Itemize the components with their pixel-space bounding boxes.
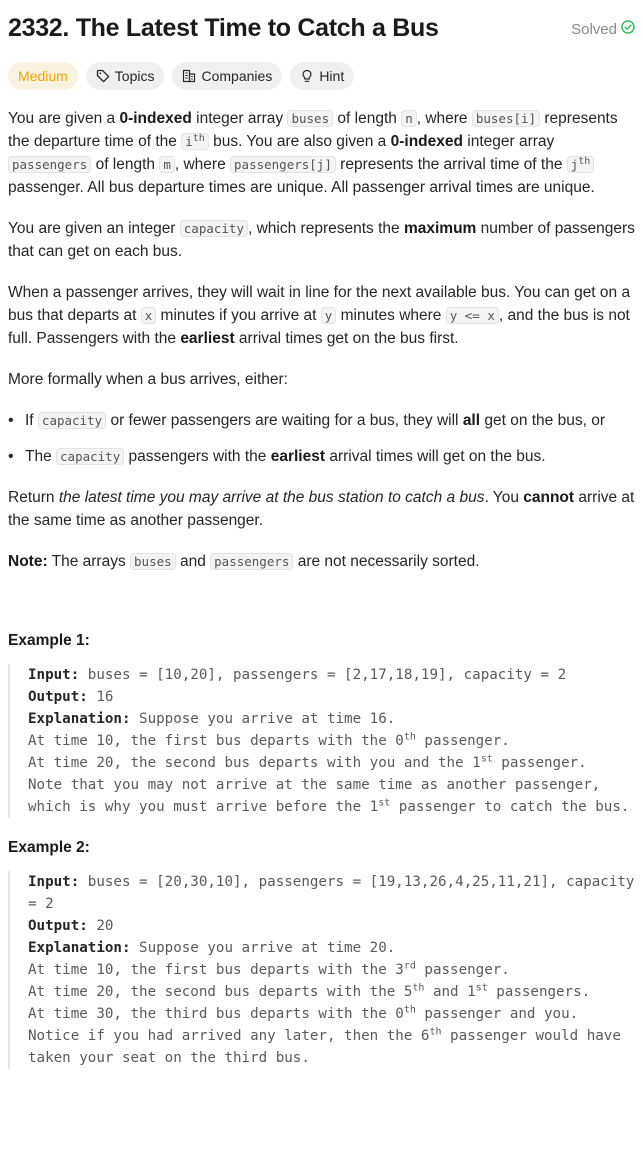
bold-text: earliest xyxy=(270,448,326,465)
text: represents the arrival time of the xyxy=(335,156,567,173)
inline-code: capacity xyxy=(180,220,248,237)
problem-content xyxy=(8,107,643,1087)
text: , where xyxy=(174,156,231,173)
lightbulb-icon xyxy=(300,69,314,83)
bold-text: cannot xyxy=(523,489,575,506)
topics-label: Topics xyxy=(114,67,155,84)
text: Return xyxy=(8,489,59,506)
bold-text: Note: xyxy=(8,553,48,570)
hint-label: Hint xyxy=(319,67,345,84)
superscript: th xyxy=(429,1026,442,1038)
superscript: st xyxy=(480,753,493,765)
text: You are given a xyxy=(8,110,120,127)
code-text: i xyxy=(185,134,193,149)
text: number of passengers that can get on each bus. xyxy=(8,220,635,260)
rules-list xyxy=(8,409,635,468)
inline-code: buses xyxy=(130,553,176,570)
superscript: rd xyxy=(403,960,416,972)
text: get on the bus, or xyxy=(480,412,605,429)
inline-code: capacity xyxy=(38,412,106,429)
explanation-text: passengers. At time 30, the third bus departs with the 0 xyxy=(28,984,591,1022)
output-value: 16 xyxy=(87,689,114,705)
text: , and the bus is not full. Passengers with the xyxy=(8,307,630,347)
superscript: st xyxy=(378,797,391,809)
text: arrival times get on the bus first. xyxy=(234,330,459,347)
inline-code: buses xyxy=(287,110,333,127)
bold-text: all xyxy=(462,412,481,429)
text: , where xyxy=(416,110,472,127)
text: arrive at the same time as another passenger. xyxy=(8,489,635,529)
example-1-block xyxy=(8,664,635,818)
text: or fewer passengers are waiting for a bus, they will xyxy=(106,412,463,429)
text: integer array xyxy=(462,133,555,150)
text: , which represents the xyxy=(248,220,404,237)
inline-code: capacity xyxy=(56,448,124,465)
text: The xyxy=(25,448,57,465)
superscript: st xyxy=(475,982,488,994)
paragraph-formally: More formally when a bus arrives, either: xyxy=(8,371,288,388)
hint-button[interactable] xyxy=(290,62,354,90)
solved-label: Solved xyxy=(571,21,617,38)
bold-text: 0-indexed xyxy=(390,133,463,150)
example-2-title: Example 2: xyxy=(8,839,90,856)
text: minutes where xyxy=(336,307,446,324)
text: When a passenger arrives, they will wait in line for the next available bus. You can get on a bus that departs at xyxy=(8,284,631,324)
text: arrival times will get on the bus. xyxy=(325,448,546,465)
building-icon xyxy=(182,69,196,83)
text: . You xyxy=(484,489,524,506)
explanation-text: Suppose you arrive at time 16. At time 10, the first bus departs with the 0 xyxy=(28,711,404,749)
bold-text: earliest xyxy=(180,330,235,347)
italic-text: the latest time you may arrive at the bus station to catch a bus xyxy=(58,489,485,506)
input-value: buses = [10,20], passengers = [2,17,18,19], capacity = 2 xyxy=(79,667,567,683)
text: If xyxy=(25,412,38,429)
explanation-text: passenger to catch the bus. xyxy=(390,799,630,815)
example-2-block xyxy=(8,871,643,1069)
explanation-text: passenger. Note that you may not arrive at the same time as another passenger, which is why you must arrive before the 1 xyxy=(28,755,601,815)
inline-code: passengers xyxy=(8,156,91,173)
list-item xyxy=(8,445,635,468)
text: passengers with the xyxy=(124,448,271,465)
text: and xyxy=(175,553,211,570)
output-label: Output: xyxy=(28,689,88,705)
explanation-text: passenger. At time 20, the second bus departs with the 5 xyxy=(28,962,510,1000)
inline-code: passengers[j] xyxy=(230,156,336,173)
superscript: th xyxy=(403,1004,416,1016)
example-1-title: Example 1: xyxy=(8,632,90,649)
inline-code: buses[i] xyxy=(472,110,540,127)
text: You are given an integer xyxy=(8,220,180,237)
text: passenger. All bus departure times are unique. All passenger arrival times are unique. xyxy=(8,179,595,196)
explanation-text: passenger would have taken your seat on the third bus. xyxy=(28,1028,630,1066)
input-label: Input: xyxy=(28,667,80,683)
bold-text: 0-indexed xyxy=(119,110,192,127)
check-circle-icon xyxy=(621,18,635,41)
text: integer array xyxy=(191,110,288,127)
superscript: th xyxy=(578,155,591,167)
text: bus. You are also given a xyxy=(208,133,391,150)
companies-label: Companies xyxy=(201,67,273,84)
list-item xyxy=(8,409,635,432)
paragraph-capacity xyxy=(8,217,635,263)
topics-button[interactable] xyxy=(86,62,165,90)
problem-tags xyxy=(8,62,354,90)
text: The arrays xyxy=(47,553,131,570)
bold-text: maximum xyxy=(403,220,477,237)
paragraph-rules xyxy=(8,281,635,350)
inline-code: y <= x xyxy=(446,307,499,324)
text: minutes if you arrive at xyxy=(156,307,321,324)
input-label: Input: xyxy=(28,874,80,890)
text: represents the departure time of the xyxy=(8,110,618,150)
explanation-label: Explanation: xyxy=(28,711,131,727)
text: of length xyxy=(91,156,160,173)
inline-code: x xyxy=(141,307,157,324)
paragraph-intro xyxy=(8,107,635,199)
inline-code: y xyxy=(321,307,337,324)
inline-code: m xyxy=(159,156,175,173)
explanation-text: passenger. At time 20, the second bus departs with you and the 1 xyxy=(28,733,510,771)
inline-code xyxy=(567,156,595,173)
code-text: j xyxy=(570,157,579,172)
output-value: 20 xyxy=(87,918,114,934)
solved-status xyxy=(571,18,635,41)
paragraph-return xyxy=(8,486,635,532)
explanation-text: Suppose you arrive at time 20. At time 10, the first bus departs with the 3 xyxy=(28,940,404,978)
text: are not necessarily sorted. xyxy=(293,553,480,570)
inline-code xyxy=(181,133,209,150)
superscript: th xyxy=(403,731,416,743)
tag-icon xyxy=(96,69,110,83)
input-value: buses = [20,30,10], passengers = [19,13,26,4,25,11,21], capacity = 2 xyxy=(28,874,643,912)
page-title: 2332. The Latest Time to Catch a Bus xyxy=(8,14,439,42)
companies-button[interactable] xyxy=(172,62,282,90)
inline-code: n xyxy=(401,110,417,127)
superscript: th xyxy=(192,132,205,144)
superscript: th xyxy=(412,982,425,994)
output-label: Output: xyxy=(28,918,88,934)
explanation-text: and 1 xyxy=(424,984,476,1000)
paragraph-note xyxy=(8,550,635,573)
difficulty-badge[interactable]: Medium xyxy=(8,62,78,90)
explanation-label: Explanation: xyxy=(28,940,131,956)
problem-header xyxy=(8,10,635,46)
text: of length xyxy=(333,110,402,127)
explanation-text: passenger and you. Notice if you had arrived any later, then the 6 xyxy=(28,1006,579,1044)
inline-code: passengers xyxy=(210,553,293,570)
